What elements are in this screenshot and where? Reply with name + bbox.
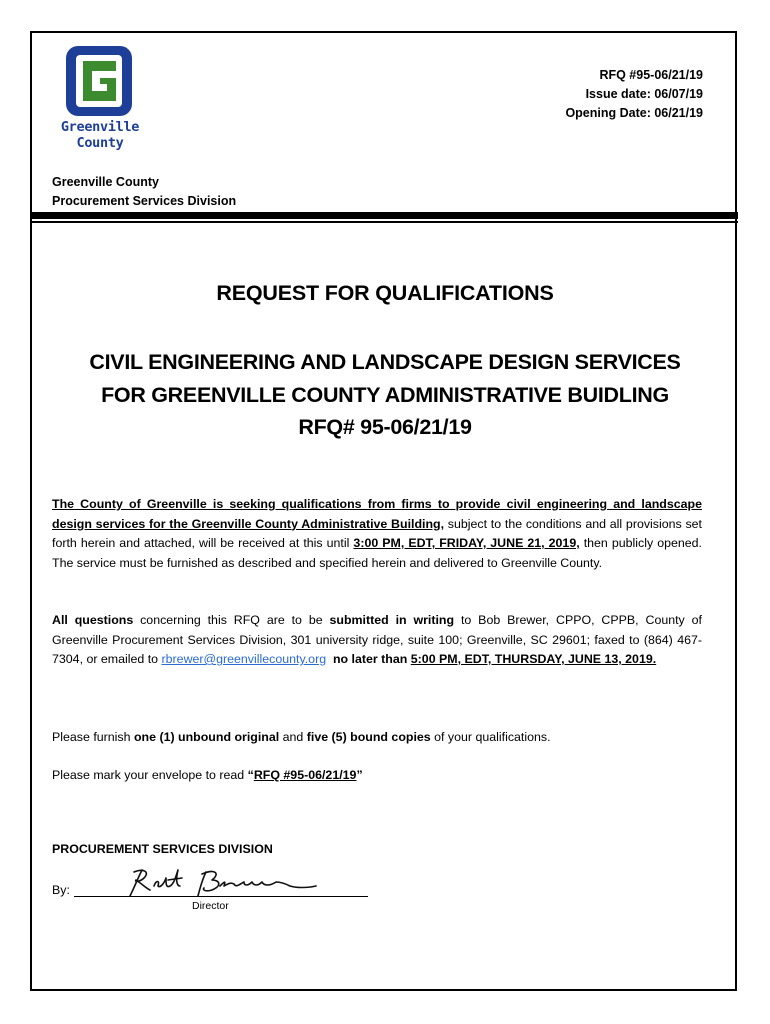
submission-deadline: 3:00 PM, EDT, FRIDAY, JUNE 21, 2019, [353,536,580,550]
opening-date: Opening Date: 06/21/19 [565,106,703,120]
header-divider-thick [32,212,738,219]
header-divider-thin [32,221,738,223]
intro-text-a: subject to the conditions and all provisions set forth herein and attached, will be received at this until [52,516,702,550]
by-label: By: [52,883,70,897]
logo-wordmark [50,120,150,151]
envelope-instruction [52,766,363,785]
logo-line-1: Greenville [60,119,140,135]
rfq-number: RFQ #95-06/21/19 [599,68,703,82]
intro-text-b: then publicly opened. The service must be furnished as described and specified herein and delivered to Greenville County. [52,536,702,570]
questions-paragraph [52,611,702,670]
intro-paragraph [52,495,702,573]
issue-date: Issue date: 06/07/19 [585,87,703,101]
project-title-line-2: FOR GREENVILLE COUNTY ADMINISTRATIVE BUIDLING [101,382,669,407]
copies-text-b: and [279,730,307,744]
questions-bold-c: no later than [326,652,411,666]
signatory-title: Director [192,900,229,912]
signature-heading: PROCUREMENT SERVICES DIVISION [52,842,273,856]
email-link[interactable]: rbrewer@greenvillecounty.org [161,652,327,666]
header-meta [565,66,703,123]
questions-text-b: to Bob Brewer, CPPO, CPPB, County of Greenville Procurement Services Division, 301 university ridge, suite 100; Greenville, SC 29601; faxed to (864) 467-7304, or emailed to [52,613,702,666]
copies-instruction [52,728,551,747]
questions-bold-a: All questions [52,613,134,627]
quote-close: ” [356,768,363,782]
copies-text-c: of your qualifications. [430,730,551,744]
envelope-rfq: RFQ #95-06/21/19 [253,768,357,782]
org-division: Procurement Services Division [52,194,237,208]
logo-line-2: County [76,134,124,151]
quote-open: “ [247,768,254,782]
questions-bold-b: submitted in writing [329,613,455,627]
questions-deadline: 5:00 PM, EDT, THURSDAY, JUNE 13, 2019. [410,652,657,666]
copies-bound: five (5) bound copies [306,730,431,744]
envelope-text: Please mark your envelope to read [52,768,248,782]
questions-text-a: concerning this RFQ are to be [133,613,330,627]
project-title [32,346,738,444]
project-title-line-3: RFQ# 95-06/21/19 [298,415,472,439]
org-name: Greenville County [52,175,159,189]
project-title-line-1: CIVIL ENGINEERING AND LANDSCAPE DESIGN SERVICES [89,350,681,374]
org-block [52,173,236,211]
signature-icon [120,866,320,900]
page-title: REQUEST FOR QUALIFICATIONS [216,281,554,305]
copies-original: one (1) unbound original [133,730,280,744]
intro-lead: The County of Greenville is seeking qualifications from firms to provide civil engineering and landscape design services for the Greenville County Administrative Building, [52,497,702,531]
copies-text-a: Please furnish [52,730,134,744]
